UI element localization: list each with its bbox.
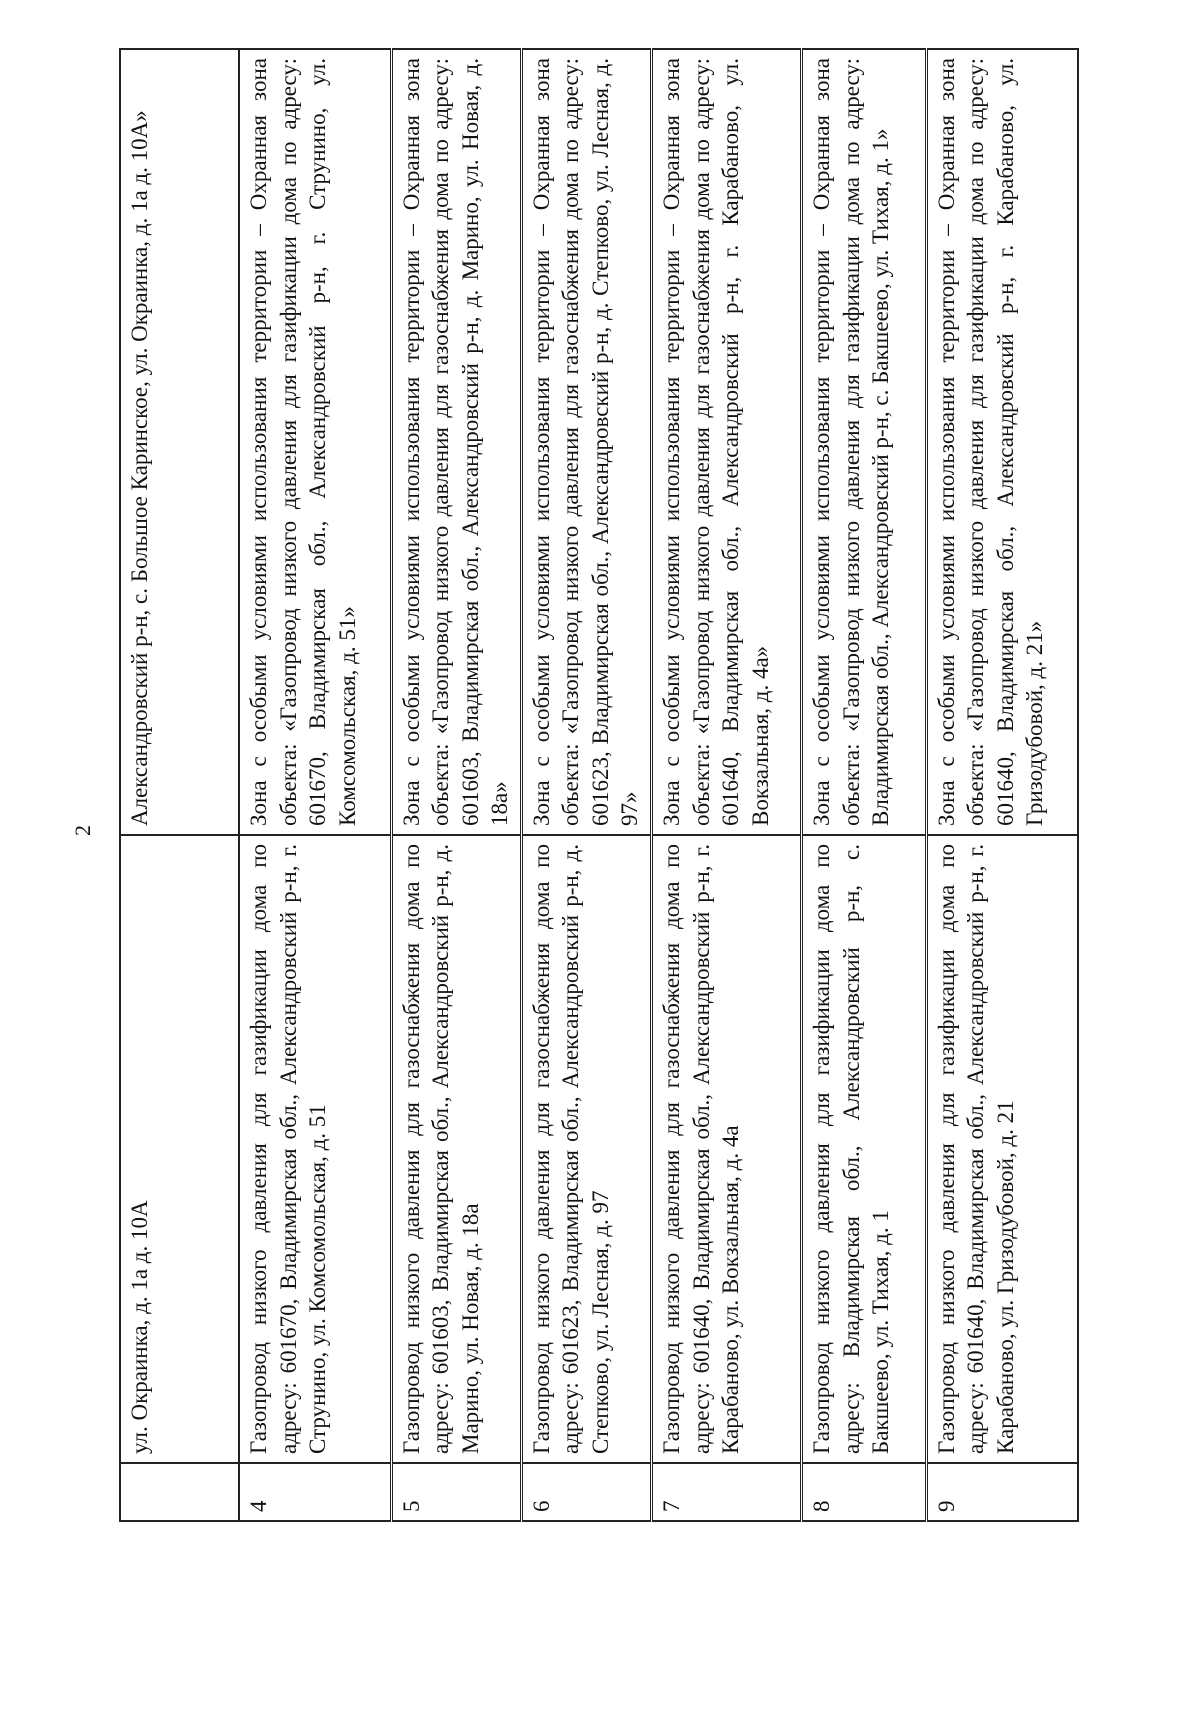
row-number: 4 [239,1463,391,1521]
object-description: Газопровод низкого давления для газоснабжения дома по адресу: 601623, Владимирская обл., Александровский р-н, д. Степково, ул. Лесная, д. 97 [522,835,652,1463]
table-row [239,49,391,1521]
object-description: Газопровод низкого давления для газификации дома по адресу: 601640, Владимирская обл., Александровский р-н, г. Карабаново, ул. Гризодубовой, д. 21 [926,835,1078,1463]
object-description: Газопровод низкого давления для газоснабжения дома по адресу: 601640, Владимирская обл., Александровский р-н, г. Карабаново, ул. Вокзальная, д. 4а [652,835,802,1463]
table-row [522,49,652,1521]
zone-description: Зона с особыми условиями использования территории – Охранная зона объекта: «Газопровод низкого давления для газификации дома по адресу: 601640, Владимирская обл., Александровский р-н, г. Карабаново, ул. Гризодубовой, д. 21» [926,49,1078,835]
row-number: 6 [522,1463,652,1521]
table-row [802,49,926,1521]
object-description: Газопровод низкого давления для газификации дома по адресу: 601670, Владимирская обл., Александровский р-н, г. Струнино, ул. Комсомольская, д. 51 [239,835,391,1463]
row-number: 5 [391,1463,521,1521]
row-number: 7 [652,1463,802,1521]
rotated-table-wrapper [119,50,1079,1522]
table-row [926,49,1078,1521]
table-row [120,49,239,1521]
row-number [120,1463,239,1521]
row-number: 8 [802,1463,926,1521]
zone-description: Александровский р-н, с. Большое Каринское, ул. Окраинка, д. 1а д. 10А» [120,49,239,835]
zone-description: Зона с особыми условиями использования территории – Охранная зона объекта: «Газопровод низкого давления для газоснабжения дома по адресу: 601603, Владимирская обл., Александровский р-н, д. Марино, ул. Новая, д. 18а» [391,49,521,835]
zone-description: Зона с особыми условиями использования территории – Охранная зона объекта: «Газопровод низкого давления для газоснабжения дома по адресу: 601623, Владимирская обл., Александровский р-н, д. Степково, ул. Лесная, д. 97» [522,49,652,835]
gas-pipeline-zones-table [119,48,1079,1522]
object-description: Газопровод низкого давления для газификации дома по адресу: Владимирская обл., Александровский р-н, с. Бакшеево, ул. Тихая, д. 1 [802,835,926,1463]
table-row [652,49,802,1521]
zone-description: Зона с особыми условиями использования территории – Охранная зона объекта: «Газопровод низкого давления для газификации дома по адресу: Владимирская обл., Александровский р-н, с. Бакшеево, ул. Тихая, д. 1» [802,49,926,835]
row-number: 9 [926,1463,1078,1521]
zone-description: Зона с особыми условиями использования территории – Охранная зона объекта: «Газопровод низкого давления для газификации дома по адресу: 601670, Владимирская обл., Александровский р-н, г. Струнино, ул. Комсомольская, д. 51» [239,49,391,835]
table-row [391,49,521,1521]
zone-description: Зона с особыми условиями использования территории – Охранная зона объекта: «Газопровод низкого давления для газоснабжения дома по адресу: 601640, Владимирская обл., Александровский р-н, г. Карабаново, ул. Вокзальная, д. 4а» [652,49,802,835]
object-description: Газопровод низкого давления для газоснабжения дома по адресу: 601603, Владимирская обл., Александровский р-н, д. Марино, ул. Новая, д. 18а [391,835,521,1463]
object-description: ул. Окраинка, д. 1а д. 10А [120,835,239,1463]
page-number: 2 [70,825,95,836]
